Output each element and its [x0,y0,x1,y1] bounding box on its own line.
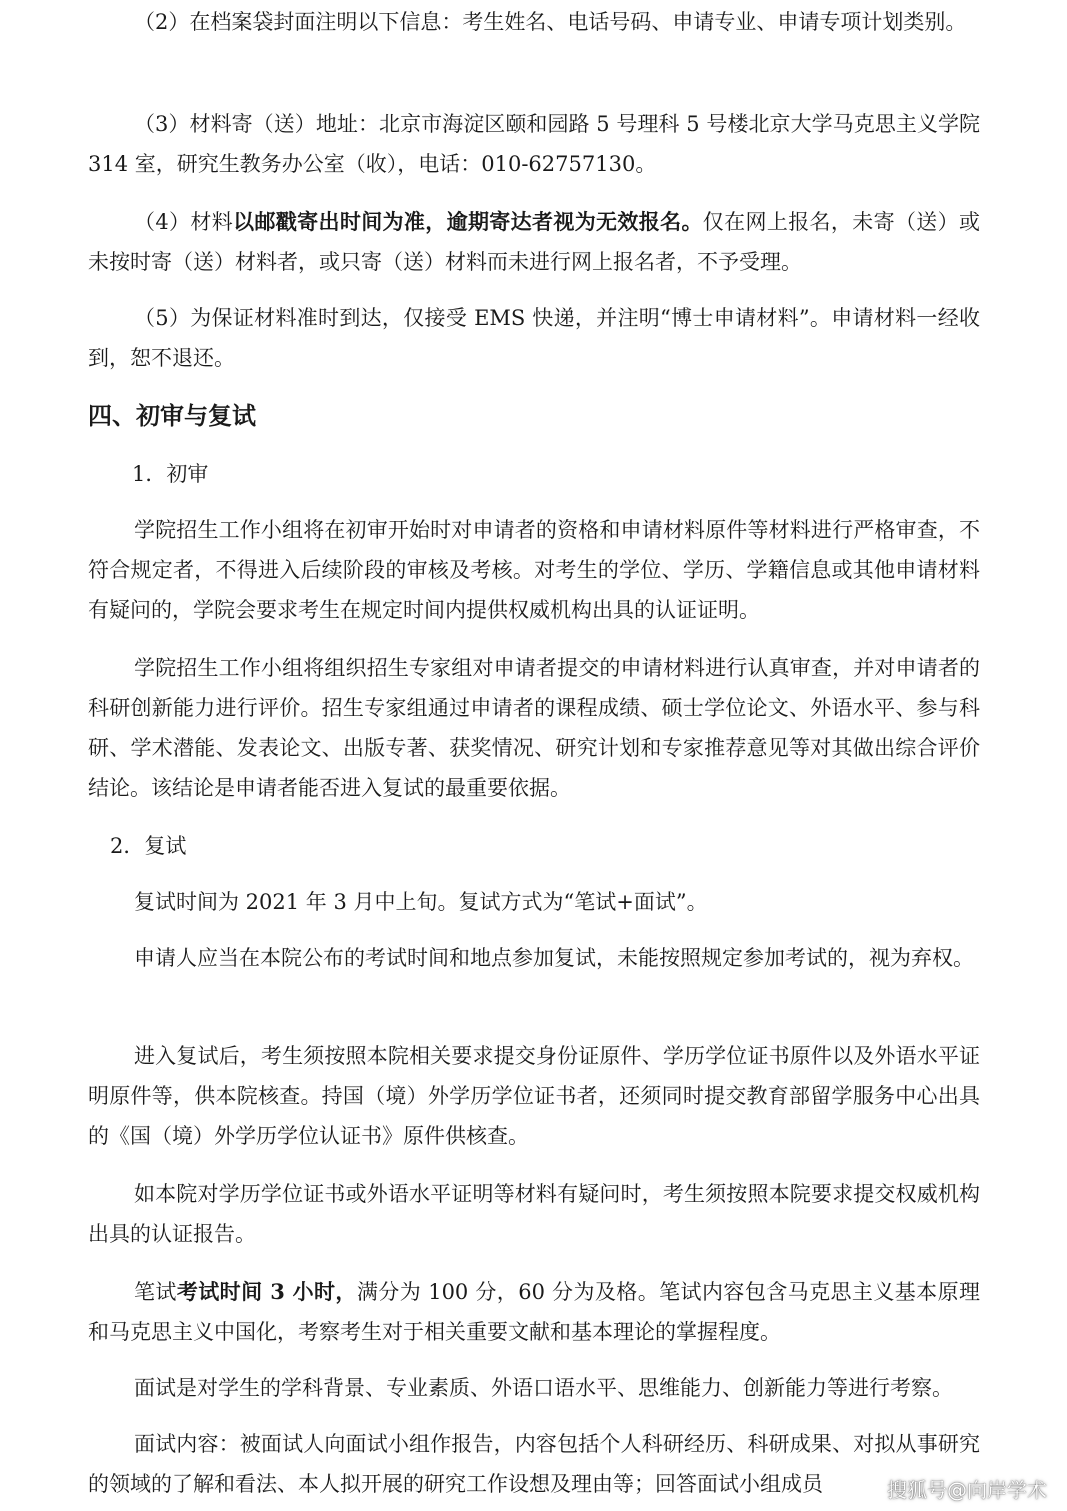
paragraph-reexam-5 [88,1272,980,1352]
watermark: 搜狐号@向岸学术 [887,1478,1047,1502]
paragraph-item-2: （2）在档案袋封面注明以下信息：考生姓名、电话号码、申请专业、申请专项计划类别。 [134,10,967,34]
paragraph-reexam-2: 申请人应当在本院公布的考试时间和地点参加复试，未能按照规定参加考试的，视为弃权。 [134,946,974,970]
paragraph-reexam-5-prefix: 笔试 [134,1280,177,1304]
section-heading: 四、初审与复试 [88,402,256,430]
paragraph-reexam-7: 面试内容：被面试人向面试小组作报告，内容包括个人科研经历、科研成果、对拟从事研究的领域的了解和看法、本人拟开展的研究工作设想及理由等；回答面试小组成员 [88,1432,980,1496]
paragraph-item-5: （5）为保证材料准时到达，仅接受 EMS 快递，并注明“博士申请材料”。申请材料一经收到，恕不退还。 [88,306,980,370]
paragraph-reexam-4: 如本院对学历学位证书或外语水平证明等材料有疑问时，考生须按照本院要求提交权威机构出具的认证报告。 [88,1182,980,1246]
subsection-heading-reexam: 2．复试 [110,834,187,858]
paragraph-preliminary-2: 学院招生工作小组将组织招生专家组对申请者提交的申请材料进行认真审查，并对申请者的科研创新能力进行评价。招生专家组通过申请者的课程成绩、硕士学位论文、外语水平、参与科研、学术潜能、发表论文、出版专著、获奖情况、研究计划和专家推荐意见等对其做出综合评价结论。该结论是申请者能否进入复试的最重要依据。 [88,656,980,800]
paragraph-reexam-5-rest: 满分为 100 分，60 分为及格。笔试内容包含马克思主义基本原理和马克思主义中国化，考察考生对于相关重要文献和基本理论的掌握程度。 [88,1280,981,1344]
paragraph-item-4-rest: 仅在网上报名，未寄（送）或未按时寄（送）材料者，或只寄（送）材料而未进行网上报名者，不予受理。 [88,210,980,274]
paragraph-reexam-5-emphasis: 考试时间 3 小时， [176,1279,357,1304]
paragraph-reexam-1: 复试时间为 2021 年 3 月中上旬。复试方式为“笔试+面试”。 [134,890,708,914]
paragraph-item-4-prefix: （4）材料 [134,210,234,234]
paragraph-item-3: （3）材料寄（送）地址：北京市海淀区颐和园路 5 号理科 5 号楼北京大学马克思主义学院 314 室，研究生教务办公室（收），电话：010-62757130。 [88,112,980,176]
paragraph-preliminary-1: 学院招生工作小组将在初审开始时对申请者的资格和申请材料原件等材料进行严格审查，不符合规定者，不得进入后续阶段的审核及考核。对考生的学位、学历、学籍信息或其他申请材料有疑问的，学院会要求考生在规定时间内提供权威机构出具的认证证明。 [88,518,980,622]
paragraph-item-4 [88,202,980,282]
paragraph-item-4-emphasis: 以邮戳寄出时间为准，逾期寄达者视为无效报名。 [233,209,703,234]
subsection-heading-preliminary: 1．初审 [132,462,209,486]
paragraph-reexam-6: 面试是对学生的学科背景、专业素质、外语口语水平、思维能力、创新能力等进行考察。 [134,1376,953,1400]
paragraph-reexam-3: 进入复试后，考生须按照本院相关要求提交身份证原件、学历学位证书原件以及外语水平证明原件等，供本院核查。持国（境）外学历学位证书者，还须同时提交教育部留学服务中心出具的《国（境）外学历学位认证书》原件供核查。 [88,1044,980,1148]
